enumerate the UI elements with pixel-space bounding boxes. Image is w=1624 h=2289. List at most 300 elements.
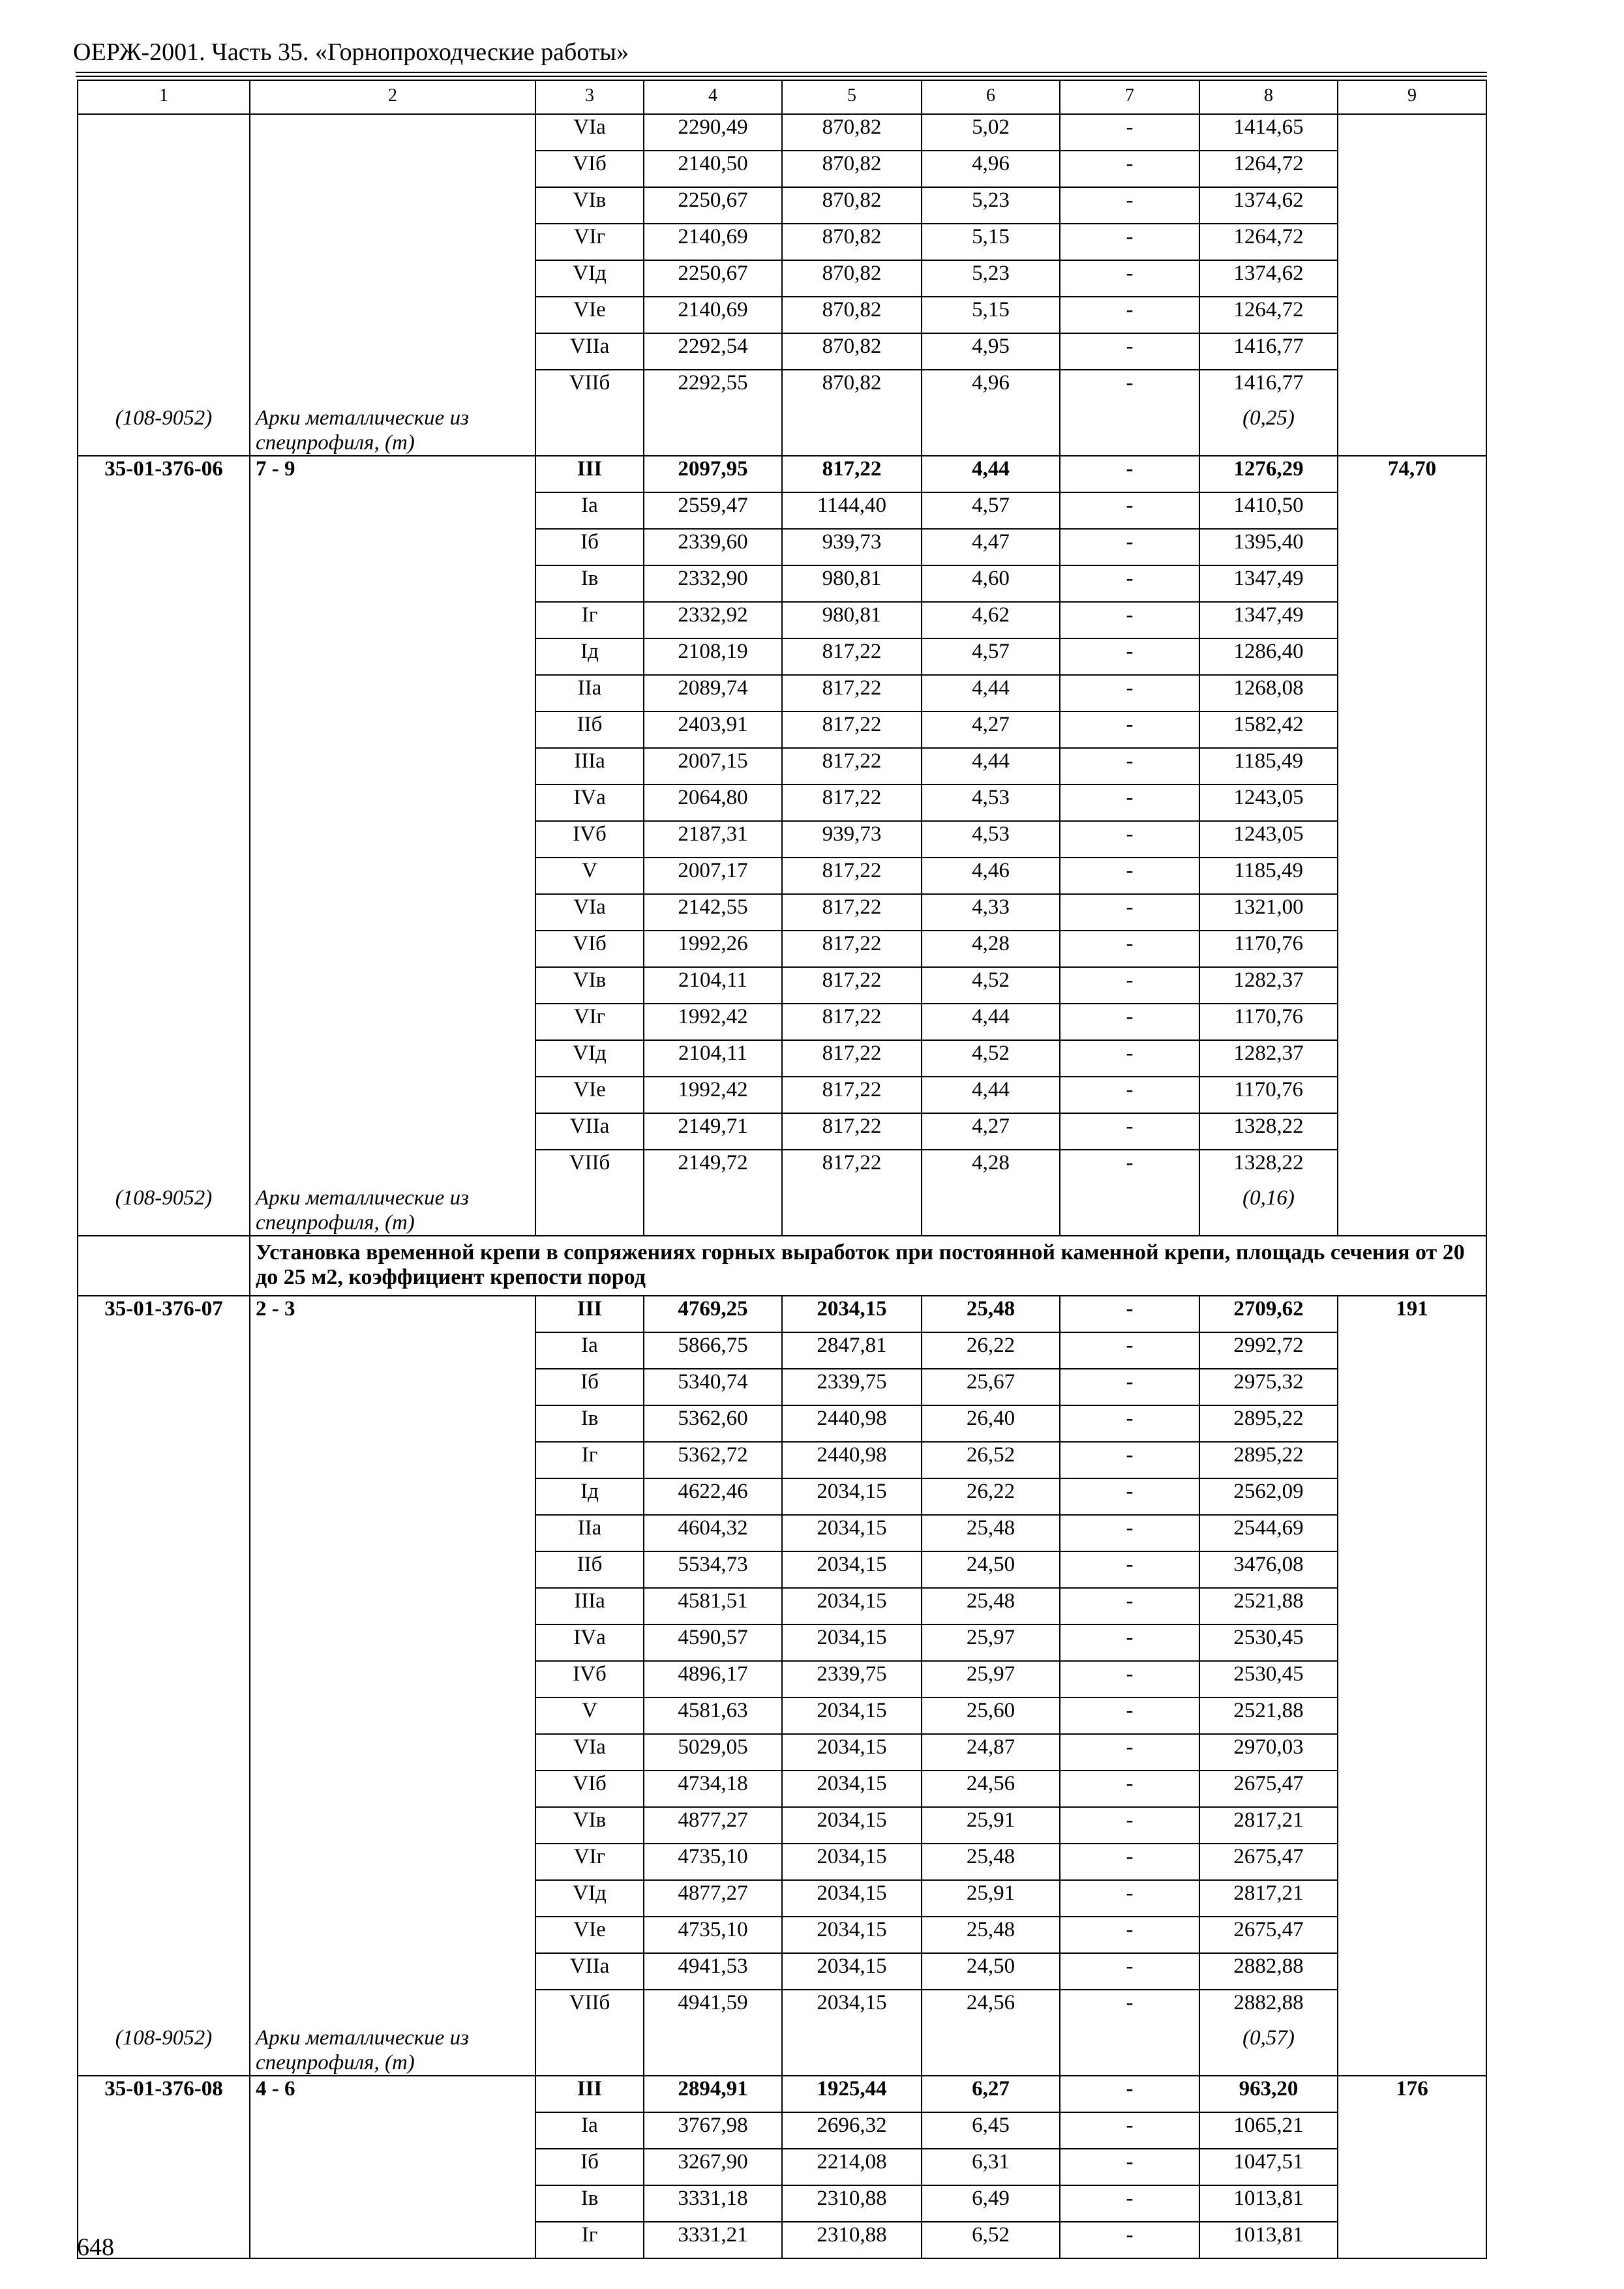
zone-cell: VIIа (535, 1953, 644, 1990)
labor-cost-cell: 870,82 (782, 260, 922, 297)
table-row (78, 2112, 1486, 2149)
machine-cost-cell: 4,60 (922, 565, 1060, 602)
driver-cost-cell: - (1060, 1405, 1199, 1442)
driver-cost-cell: - (1060, 529, 1199, 565)
machine-cost-cell: 25,48 (922, 1588, 1060, 1624)
materials-cost-cell: 2530,45 (1199, 1661, 1338, 1698)
labor-cost-cell: 939,73 (782, 529, 922, 565)
machine-cost-cell: 24,50 (922, 1551, 1060, 1588)
zone-cell: III (535, 456, 644, 492)
direct-cost-cell: 4735,10 (644, 1917, 782, 1953)
direct-cost-cell: 4896,17 (644, 1661, 782, 1698)
col-num-4: 4 (644, 80, 782, 114)
rock-range (250, 565, 535, 602)
zone-cell: III (535, 2076, 644, 2112)
labor-hours-cell (1338, 1442, 1486, 1478)
machine-cost-cell: 4,53 (922, 785, 1060, 821)
labor-cost-cell: 2034,15 (782, 1551, 922, 1588)
labor-cost-cell: 2339,75 (782, 1369, 922, 1405)
materials-cost-cell: 1321,00 (1199, 894, 1338, 931)
machine-cost-cell: 4,44 (922, 1004, 1060, 1040)
norm-code (78, 565, 250, 602)
materials-cost-cell: 1264,72 (1199, 224, 1338, 260)
zone-cell: V (535, 1698, 644, 1734)
norm-code (78, 1917, 250, 1953)
table-row (78, 711, 1486, 748)
direct-cost-cell: 2403,91 (644, 711, 782, 748)
zone-cell: VIе (535, 1077, 644, 1113)
table-row (78, 821, 1486, 858)
zone-cell: IIIа (535, 748, 644, 785)
labor-cost-cell: 817,22 (782, 638, 922, 675)
empty-cell (644, 1186, 782, 1236)
machine-cost-cell: 24,87 (922, 1734, 1060, 1771)
machine-cost-cell: 24,56 (922, 1990, 1060, 2026)
direct-cost-cell: 5340,74 (644, 1369, 782, 1405)
driver-cost-cell: - (1060, 602, 1199, 638)
labor-hours-cell (1338, 1917, 1486, 1953)
machine-cost-cell: 4,96 (922, 370, 1060, 406)
norm-code (78, 1698, 250, 1734)
direct-cost-cell: 4941,53 (644, 1953, 782, 1990)
materials-cost-cell: 2521,88 (1199, 1588, 1338, 1624)
machine-cost-cell: 5,02 (922, 114, 1060, 151)
col-num-6: 6 (922, 80, 1060, 114)
price-table (77, 80, 1487, 2259)
labor-hours-cell (1338, 1880, 1486, 1917)
table-row (78, 492, 1486, 529)
zone-cell: IIIа (535, 1588, 644, 1624)
rock-range (250, 1077, 535, 1113)
norm-code (78, 114, 250, 151)
table-row (78, 370, 1486, 406)
zone-cell: IVб (535, 821, 644, 858)
labor-hours-cell (1338, 1953, 1486, 1990)
section-code-cell (78, 1236, 250, 1296)
rock-range (250, 1478, 535, 1515)
labor-cost-cell: 2034,15 (782, 1734, 922, 1771)
header-rule-double (76, 76, 1487, 77)
direct-cost-cell: 2250,67 (644, 260, 782, 297)
materials-cost-cell: 1328,22 (1199, 1150, 1338, 1186)
table-row (78, 602, 1486, 638)
col-num-8: 8 (1199, 80, 1338, 114)
machine-cost-cell: 25,48 (922, 1844, 1060, 1880)
zone-cell: VIд (535, 1040, 644, 1077)
labor-cost-cell: 870,82 (782, 114, 922, 151)
rock-range (250, 1515, 535, 1551)
zone-cell: Iд (535, 1478, 644, 1515)
labor-cost-cell: 817,22 (782, 785, 922, 821)
norm-code (78, 748, 250, 785)
norm-code (78, 187, 250, 224)
machine-cost-cell: 24,56 (922, 1771, 1060, 1807)
table-row (78, 1332, 1486, 1369)
labor-cost-cell: 817,22 (782, 967, 922, 1004)
machine-cost-cell: 5,15 (922, 224, 1060, 260)
rock-range (250, 1880, 535, 1917)
direct-cost-cell: 2332,90 (644, 565, 782, 602)
zone-cell: VIа (535, 114, 644, 151)
materials-cost-cell: 2895,22 (1199, 1442, 1338, 1478)
direct-cost-cell: 2140,69 (644, 297, 782, 333)
machine-cost-cell: 4,62 (922, 602, 1060, 638)
col-num-3: 3 (535, 80, 644, 114)
materials-cost-cell: 2992,72 (1199, 1332, 1338, 1369)
table-row (78, 260, 1486, 297)
driver-cost-cell: - (1060, 1551, 1199, 1588)
norm-code (78, 1004, 250, 1040)
direct-cost-cell: 2339,60 (644, 529, 782, 565)
norm-code (78, 260, 250, 297)
rock-range (250, 2185, 535, 2222)
labor-cost-cell: 2310,88 (782, 2185, 922, 2222)
zone-cell: VIб (535, 931, 644, 967)
zone-cell: Iа (535, 492, 644, 529)
empty-cell (922, 1186, 1060, 1236)
table-row (78, 2149, 1486, 2185)
rock-range (250, 1844, 535, 1880)
labor-cost-cell: 817,22 (782, 931, 922, 967)
rock-range (250, 1698, 535, 1734)
norm-code (78, 297, 250, 333)
driver-cost-cell: - (1060, 1515, 1199, 1551)
labor-cost-cell: 817,22 (782, 675, 922, 711)
table-row (78, 967, 1486, 1004)
labor-hours-cell (1338, 187, 1486, 224)
driver-cost-cell: - (1060, 2112, 1199, 2149)
driver-cost-cell: - (1060, 224, 1199, 260)
labor-cost-cell: 2034,15 (782, 1844, 922, 1880)
driver-cost-cell: - (1060, 1771, 1199, 1807)
labor-hours-cell (1338, 1478, 1486, 1515)
table-row (78, 565, 1486, 602)
table-row (78, 529, 1486, 565)
table-row (78, 1807, 1486, 1844)
materials-cost-cell: 1395,40 (1199, 529, 1338, 565)
direct-cost-cell: 3267,90 (644, 2149, 782, 2185)
rock-range (250, 1990, 535, 2026)
labor-cost-cell: 2034,15 (782, 1917, 922, 1953)
norm-code (78, 529, 250, 565)
rock-range (250, 1953, 535, 1990)
driver-cost-cell: - (1060, 1953, 1199, 1990)
table-row (78, 785, 1486, 821)
driver-cost-cell: - (1060, 1698, 1199, 1734)
zone-cell: V (535, 858, 644, 894)
direct-cost-cell: 1992,42 (644, 1004, 782, 1040)
materials-cost-cell: 2817,21 (1199, 1807, 1338, 1844)
norm-code (78, 1405, 250, 1442)
machine-cost-cell: 26,22 (922, 1332, 1060, 1369)
driver-cost-cell: - (1060, 1588, 1199, 1624)
rock-range: 7 - 9 (250, 456, 535, 492)
materials-cost-cell: 2544,69 (1199, 1515, 1338, 1551)
direct-cost-cell: 2104,11 (644, 967, 782, 1004)
zone-cell: VIе (535, 297, 644, 333)
rock-range (250, 151, 535, 187)
materials-cost-cell: 2675,47 (1199, 1844, 1338, 1880)
materials-cost-cell: 1185,49 (1199, 748, 1338, 785)
table-row (78, 1953, 1486, 1990)
labor-hours-cell (1338, 711, 1486, 748)
norm-code (78, 333, 250, 370)
driver-cost-cell: - (1060, 2185, 1199, 2222)
materials-cost-cell: 2675,47 (1199, 1917, 1338, 1953)
driver-cost-cell: - (1060, 1296, 1199, 1332)
labor-cost-cell: 817,22 (782, 456, 922, 492)
labor-hours-cell (1338, 1077, 1486, 1113)
rock-range: 2 - 3 (250, 1296, 535, 1332)
driver-cost-cell: - (1060, 260, 1199, 297)
labor-cost-cell: 2034,15 (782, 1880, 922, 1917)
norm-code (78, 821, 250, 858)
materials-cost-cell: 1243,05 (1199, 821, 1338, 858)
materials-cost-cell: 1047,51 (1199, 2149, 1338, 2185)
driver-cost-cell: - (1060, 1442, 1199, 1478)
rock-range (250, 1734, 535, 1771)
direct-cost-cell: 2149,72 (644, 1150, 782, 1186)
norm-code (78, 675, 250, 711)
labor-hours-cell (1338, 967, 1486, 1004)
materials-cost-cell: 2882,88 (1199, 1953, 1338, 1990)
direct-cost-cell: 3331,21 (644, 2222, 782, 2258)
driver-cost-cell: - (1060, 565, 1199, 602)
labor-cost-cell: 870,82 (782, 224, 922, 260)
table-row (78, 1771, 1486, 1807)
labor-hours-cell (1338, 894, 1486, 931)
rock-range (250, 1442, 535, 1478)
material-code: (108-9052) (78, 1186, 250, 1236)
material-row (78, 2026, 1486, 2076)
machine-cost-cell: 5,23 (922, 260, 1060, 297)
direct-cost-cell: 2149,71 (644, 1113, 782, 1150)
norm-code (78, 858, 250, 894)
materials-cost-cell: 1410,50 (1199, 492, 1338, 529)
table-row (78, 1990, 1486, 2026)
direct-cost-cell: 2104,11 (644, 1040, 782, 1077)
machine-cost-cell: 26,22 (922, 1478, 1060, 1515)
col-num-5: 5 (782, 80, 922, 114)
zone-cell: Iд (535, 638, 644, 675)
table-row (78, 114, 1486, 151)
driver-cost-cell: - (1060, 456, 1199, 492)
labor-cost-cell: 817,22 (782, 748, 922, 785)
table-row (78, 748, 1486, 785)
norm-code (78, 1880, 250, 1917)
table-row (78, 297, 1486, 333)
zone-cell: IVа (535, 1624, 644, 1661)
direct-cost-cell: 2290,49 (644, 114, 782, 151)
labor-hours-cell (1338, 370, 1486, 406)
direct-cost-cell: 2292,55 (644, 370, 782, 406)
driver-cost-cell: - (1060, 967, 1199, 1004)
materials-cost-cell: 2882,88 (1199, 1990, 1338, 2026)
labor-hours-cell (1338, 1551, 1486, 1588)
materials-cost-cell: 1374,62 (1199, 260, 1338, 297)
labor-hours-cell (1338, 224, 1486, 260)
labor-cost-cell: 2214,08 (782, 2149, 922, 2185)
norm-code (78, 1040, 250, 1077)
table-body (78, 80, 1486, 2258)
zone-cell: Iг (535, 1442, 644, 1478)
labor-hours-cell: 176 (1338, 2076, 1486, 2112)
materials-cost-cell: 1347,49 (1199, 565, 1338, 602)
machine-cost-cell: 6,45 (922, 2112, 1060, 2149)
driver-cost-cell: - (1060, 821, 1199, 858)
zone-cell: VIIб (535, 370, 644, 406)
labor-cost-cell: 980,81 (782, 565, 922, 602)
labor-hours-cell (1338, 1405, 1486, 1442)
norm-code (78, 1077, 250, 1113)
machine-cost-cell: 6,27 (922, 2076, 1060, 2112)
empty-cell (535, 2026, 644, 2076)
direct-cost-cell: 4622,46 (644, 1478, 782, 1515)
table-row (78, 1369, 1486, 1405)
machine-cost-cell: 25,60 (922, 1698, 1060, 1734)
labor-hours-cell (1338, 2222, 1486, 2258)
rock-range (250, 1332, 535, 1369)
direct-cost-cell: 2332,92 (644, 602, 782, 638)
table-row (78, 1113, 1486, 1150)
zone-cell: VIе (535, 1917, 644, 1953)
direct-cost-cell: 3767,98 (644, 2112, 782, 2149)
driver-cost-cell: - (1060, 2222, 1199, 2258)
labor-hours-cell (1338, 1150, 1486, 1186)
labor-hours-cell (1338, 2112, 1486, 2149)
labor-hours-cell (1338, 2149, 1486, 2185)
labor-cost-cell: 2034,15 (782, 1771, 922, 1807)
table-row (78, 333, 1486, 370)
norm-code (78, 1807, 250, 1844)
labor-hours-cell (1338, 1807, 1486, 1844)
machine-cost-cell: 4,52 (922, 1040, 1060, 1077)
labor-hours-cell (1338, 748, 1486, 785)
driver-cost-cell: - (1060, 1150, 1199, 1186)
table-row (78, 1844, 1486, 1880)
empty-cell (1060, 406, 1199, 456)
materials-cost-cell: 2970,03 (1199, 1734, 1338, 1771)
zone-cell: VIг (535, 1844, 644, 1880)
labor-hours-cell (1338, 1588, 1486, 1624)
table-row (78, 1150, 1486, 1186)
norm-code (78, 1551, 250, 1588)
zone-cell: VIб (535, 1771, 644, 1807)
driver-cost-cell: - (1060, 1077, 1199, 1113)
table-row (78, 1734, 1486, 1771)
zone-cell: Iг (535, 602, 644, 638)
empty-cell (1060, 1186, 1199, 1236)
direct-cost-cell: 2292,54 (644, 333, 782, 370)
empty-cell (535, 1186, 644, 1236)
direct-cost-cell: 4734,18 (644, 1771, 782, 1807)
labor-hours-cell (1338, 1004, 1486, 1040)
zone-cell: Iб (535, 2149, 644, 2185)
zone-cell: IVа (535, 785, 644, 821)
materials-cost-cell: 1065,21 (1199, 2112, 1338, 2149)
labor-hours-cell (1338, 675, 1486, 711)
rock-range (250, 297, 535, 333)
driver-cost-cell: - (1060, 1990, 1199, 2026)
zone-cell: III (535, 1296, 644, 1332)
norm-code (78, 1771, 250, 1807)
norm-code (78, 1150, 250, 1186)
driver-cost-cell: - (1060, 1624, 1199, 1661)
materials-cost-cell: 1582,42 (1199, 711, 1338, 748)
labor-cost-cell: 2034,15 (782, 1624, 922, 1661)
norm-code (78, 1515, 250, 1551)
rock-range (250, 2112, 535, 2149)
rock-range: 4 - 6 (250, 2076, 535, 2112)
table-row (78, 1405, 1486, 1442)
driver-cost-cell: - (1060, 894, 1199, 931)
labor-hours-cell (1338, 1698, 1486, 1734)
rock-range (250, 1369, 535, 1405)
empty-cell (1338, 2026, 1486, 2076)
direct-cost-cell: 2142,55 (644, 894, 782, 931)
empty-cell (922, 2026, 1060, 2076)
rock-range (250, 1405, 535, 1442)
direct-cost-cell: 4769,25 (644, 1296, 782, 1332)
direct-cost-cell: 5362,72 (644, 1442, 782, 1478)
labor-cost-cell: 2034,15 (782, 1990, 922, 2026)
col-num-7: 7 (1060, 80, 1199, 114)
norm-code (78, 931, 250, 967)
norm-code (78, 894, 250, 931)
table-row (78, 187, 1486, 224)
zone-cell: IIа (535, 1515, 644, 1551)
zone-cell: IIб (535, 1551, 644, 1588)
table-row (78, 456, 1486, 492)
driver-cost-cell: - (1060, 1478, 1199, 1515)
norm-code (78, 2185, 250, 2222)
direct-cost-cell: 2089,74 (644, 675, 782, 711)
labor-cost-cell: 2034,15 (782, 1588, 922, 1624)
driver-cost-cell: - (1060, 1040, 1199, 1077)
table-row (78, 1040, 1486, 1077)
materials-cost-cell: 1328,22 (1199, 1113, 1338, 1150)
zone-cell: VIд (535, 260, 644, 297)
materials-cost-cell: 1347,49 (1199, 602, 1338, 638)
norm-code: 35-01-376-08 (78, 2076, 250, 2112)
materials-cost-cell: 2530,45 (1199, 1624, 1338, 1661)
driver-cost-cell: - (1060, 2076, 1199, 2112)
labor-hours-cell (1338, 565, 1486, 602)
driver-cost-cell: - (1060, 675, 1199, 711)
zone-cell: VIв (535, 1807, 644, 1844)
rock-range (250, 748, 535, 785)
zone-cell: VIд (535, 1880, 644, 1917)
table-row (78, 2076, 1486, 2112)
labor-hours-cell (1338, 114, 1486, 151)
zone-cell: Iв (535, 565, 644, 602)
material-value: (0,25) (1199, 406, 1338, 456)
machine-cost-cell: 25,48 (922, 1296, 1060, 1332)
norm-code (78, 602, 250, 638)
rock-range (250, 2149, 535, 2185)
column-number-row (78, 80, 1486, 114)
machine-cost-cell: 4,52 (922, 967, 1060, 1004)
norm-code (78, 1442, 250, 1478)
labor-hours-cell (1338, 1771, 1486, 1807)
labor-hours-cell (1338, 1369, 1486, 1405)
rock-range (250, 1040, 535, 1077)
materials-cost-cell: 1286,40 (1199, 638, 1338, 675)
norm-code (78, 1990, 250, 2026)
labor-hours-cell (1338, 1113, 1486, 1150)
norm-code (78, 1113, 250, 1150)
zone-cell: Iб (535, 1369, 644, 1405)
